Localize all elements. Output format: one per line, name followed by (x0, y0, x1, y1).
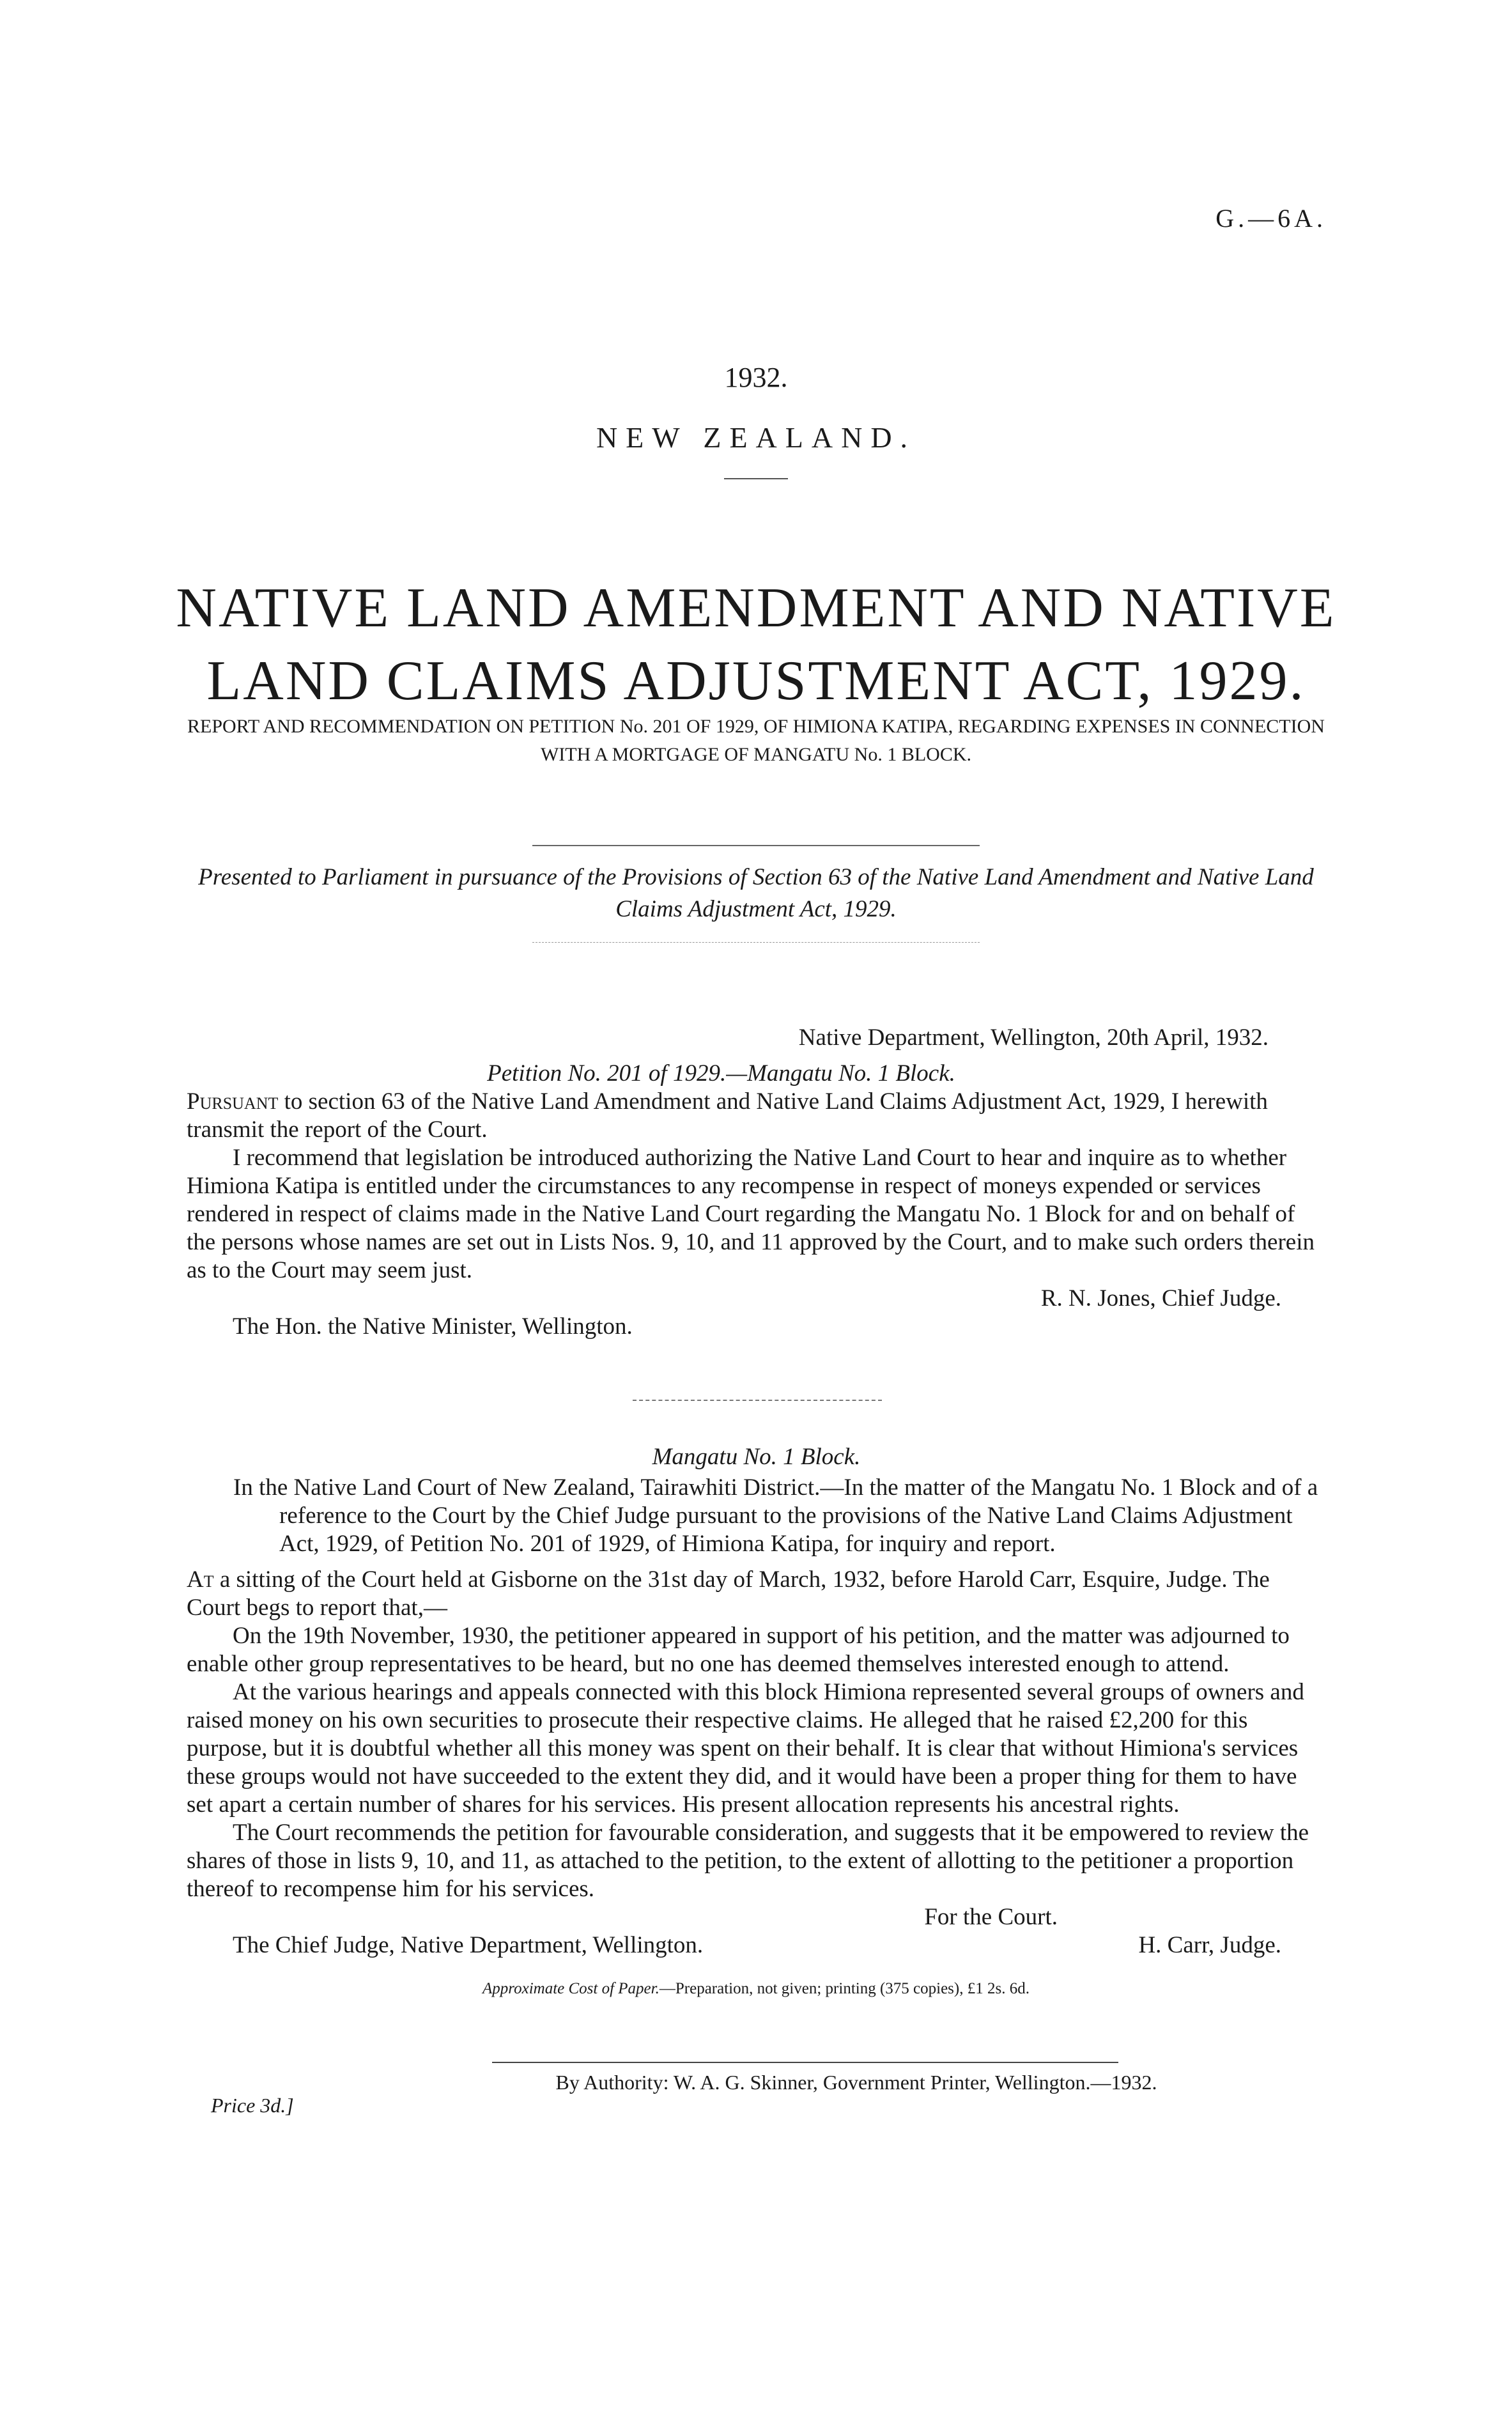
divider (633, 1400, 882, 1401)
report-signoff (187, 1931, 1326, 1960)
letter-heading: Petition No. 201 of 1929.—Mangatu No. 1 Block. (487, 1060, 955, 1086)
cost-text: —Preparation, not given; printing (375 copies), £1 2s. 6d. (659, 1980, 1030, 1997)
document-year: 1932. (724, 362, 788, 393)
report-heading: Mangatu No. 1 Block. (652, 1444, 861, 1470)
report-paragraph (187, 1566, 1326, 1622)
report-signature: H. Carr, Judge. (1138, 1932, 1281, 1958)
for-court: For the Court. (924, 1904, 1058, 1930)
printer-authority: By Authority: W. A. G. Skinner, Government Printer, Wellington.—1932. (555, 2071, 1157, 2094)
divider (532, 942, 980, 943)
report-addressee: The Chief Judge, Native Department, Wellington. (233, 1932, 704, 1958)
letter-addressee: The Hon. the Native Minister, Wellington. (233, 1313, 633, 1340)
divider (724, 478, 788, 479)
letter-paragraph: I recommend that legislation be introduced authorizing the Native Land Court to hear and inquire as to whether Himiona Katipa is entitled under the circumstances to any recompense in respect of moneys expended or services rendered in respect of claims made in the Native Land Court regarding the Mangatu No. 1 Block for and on behalf of the persons whose names are set out in Lists Nos. 9, 10, and 11 approved by the Court, and to make such orders therein as to the Court may seem just. (187, 1145, 1315, 1283)
divider (492, 2062, 1118, 2063)
country-heading: NEW ZEALAND. (596, 421, 916, 454)
paragraph-text: to section 63 of the Native Land Amendment and Native Land Claims Adjustment Act, 1929, I herewith transmit the report of the Court. (187, 1088, 1268, 1143)
paragraph-text: a sitting of the Court held at Gisborne on the 31st day of March, 1932, before Harold Carr, Esquire, Judge. The Court begs to report that,— (187, 1566, 1270, 1621)
letter-section (187, 1024, 1326, 1341)
letter-signature: R. N. Jones, Chief Judge. (1040, 1285, 1281, 1311)
lead-word: At (187, 1566, 214, 1593)
presented-note: Presented to Parliament in pursuance of the Provisions of Section 63 of the Native Land Amendment and Native Land Claims Adjustment Act, 1929. (198, 864, 1314, 922)
lead-word: Pursuant (187, 1088, 279, 1115)
price-note: Price 3d.] (211, 2094, 294, 2117)
letter-paragraph (187, 1088, 1326, 1144)
divider (532, 845, 980, 846)
cost-note (0, 1980, 1512, 1998)
dateline: Native Department, Wellington, 20th April, 1932. (798, 1025, 1269, 1051)
report-paragraph: On the 19th November, 1930, the petitioner appeared in support of his petition, and the matter was adjourned to enable other group representatives to be heard, but no one has deemed themselves interested enough to attend. (187, 1623, 1290, 1677)
document-subtitle: REPORT AND RECOMMENDATION ON PETITION No. 201 OF 1929, OF HIMIONA KATIPA, REGARDING EXPENSES IN CONNECTION WITH A MORTGAGE OF MANGATU No. 1 BLOCK. (187, 716, 1325, 765)
document-reference: G.—6A. (1215, 204, 1327, 233)
report-section (187, 1443, 1326, 1960)
report-paragraph: At the various hearings and appeals connected with this block Himiona represented several groups of owners and raised money on his own securities to prosecute their respective claims. He alleged that he raised £2,200 for this purpose, but it is doubtful whether all this money was spent on their behalf. It is clear that without Himiona's services these groups would not have succeeded to the extent they did, and it would have been a proper thing for them to have set apart a certain number of shares for his services. His present allocation represents his ancestral rights. (187, 1679, 1304, 1818)
report-intro: In the Native Land Court of New Zealand, Tairawhiti District.—In the matter of the Mangatu No. 1 Block and of a reference to the Court by the Chief Judge pursuant to the provisions of the Native Land Claims Adjustment Act, 1929, of Petition No. 201 of 1929, of Himiona Katipa, for inquiry and report. (233, 1474, 1318, 1557)
report-paragraph: The Court recommends the petition for favourable consideration, and suggests that it be empowered to review the shares of those in lists 9, 10, and 11, as attached to the petition, to the extent of allotting to the petitioner a proportion thereof to recompense him for his services. (187, 1820, 1309, 1902)
cost-label: Approximate Cost of Paper. (482, 1980, 660, 1997)
document-title: NATIVE LAND AMENDMENT AND NATIVE LAND CLAIMS ADJUSTMENT ACT, 1929. (176, 577, 1336, 712)
